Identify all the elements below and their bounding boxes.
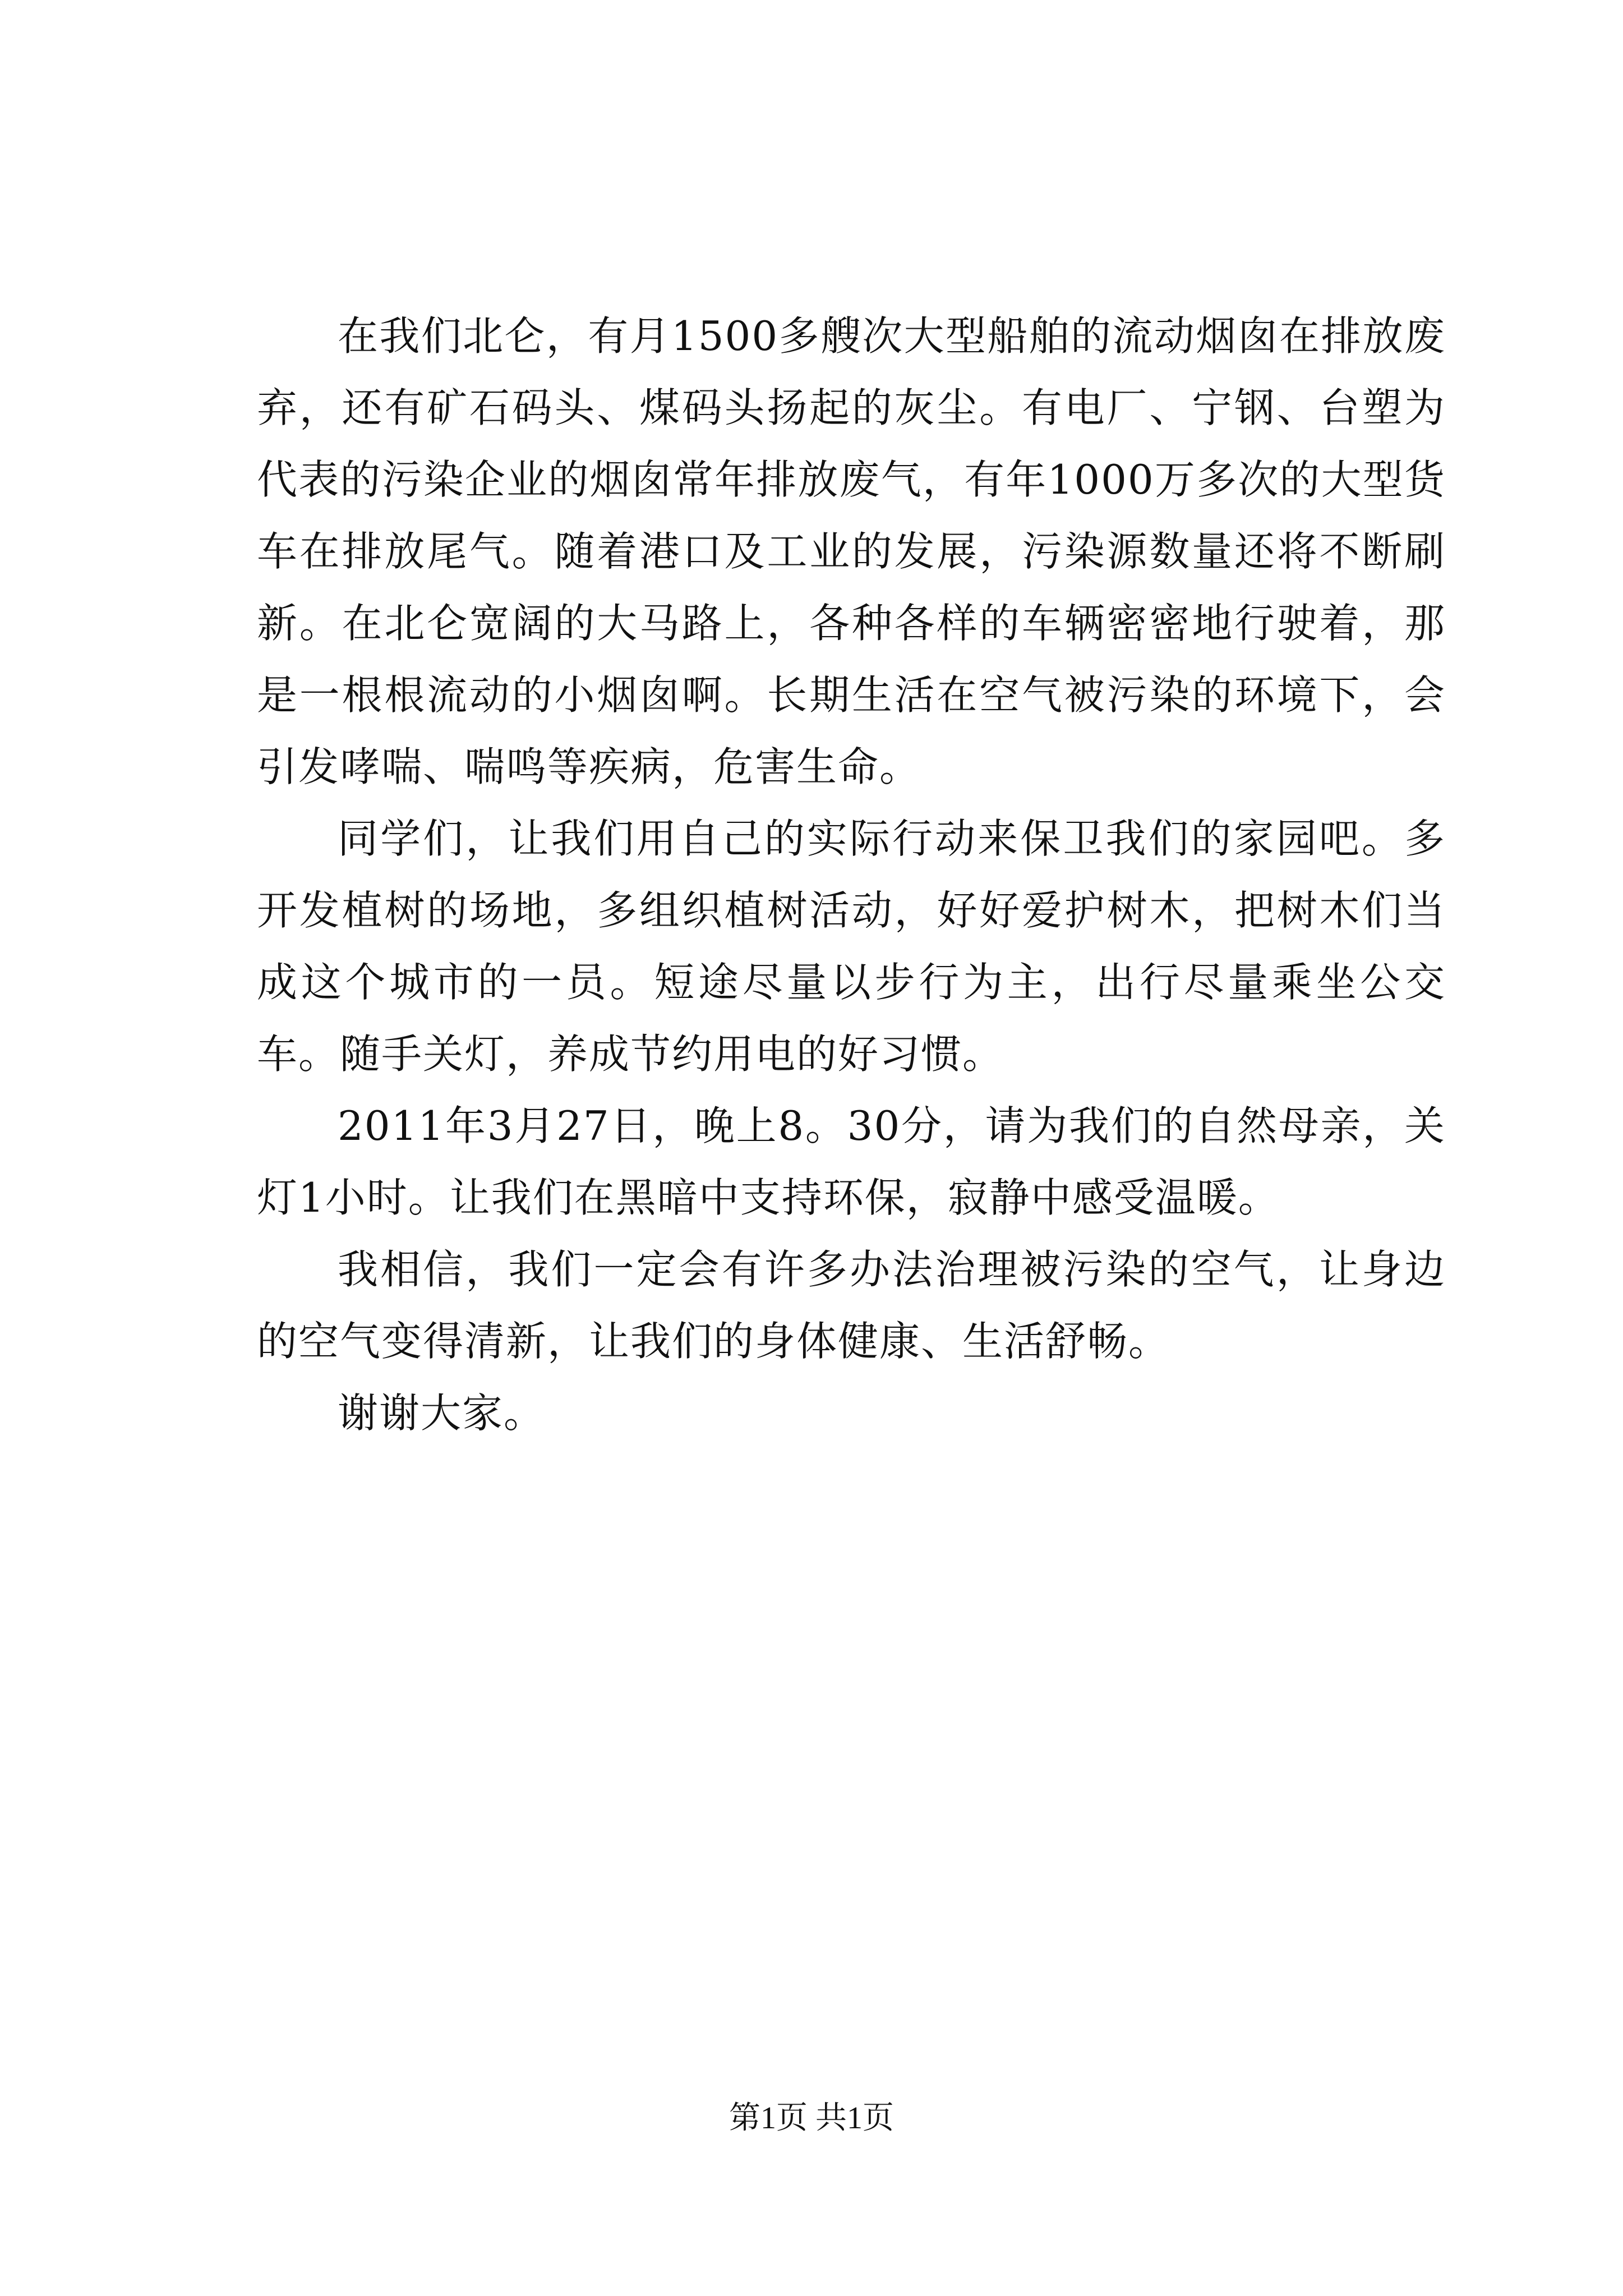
paragraph-call-to-action: 同学们，让我们用自己的实际行动来保卫我们的家园吧。多开发植树的场地，多组织植树活动，好好爱护树木，把树木们当成这个城市的一员。短途尽量以步行为主，出行尽量乘坐公交车。随手关灯，养成节约用电的好习惯。 (257, 815, 1446, 1078)
paragraph-earth-hour: 2011年3月27日，晚上8。30分，请为我们的自然母亲，关灯1小时。让我们在黑暗中支持环保，寂静中感受温暖。 (257, 1102, 1446, 1221)
paragraph-belief: 我相信，我们一定会有许多办法治理被污染的空气，让身边的空气变得清新，让我们的身体健康、生活舒畅。 (257, 1246, 1446, 1365)
page-footer (0, 2098, 1623, 2138)
paragraph-thanks: 谢谢大家。 (338, 1389, 546, 1437)
document-body (257, 300, 1446, 1449)
page-number-label: 第1页 共1页 (729, 2101, 894, 2136)
paragraph-pollution-sources: 在我们北仑，有月1500多艘次大型船舶的流动烟囱在排放废弃，还有矿石码头、煤码头扬起的灰尘。有电厂、宁钢、台塑为代表的污染企业的烟囱常年排放废气，有年1000万多次的大型货车在排放尾气。随着港口及工业的发展，污染源数量还将不断刷新。在北仑宽阔的大马路上，各种各样的车辆密密地行驶着，那是一根根流动的小烟囱啊。长期生活在空气被污染的环境下，会引发哮喘、喘鸣等疾病，危害生命。 (257, 312, 1446, 790)
